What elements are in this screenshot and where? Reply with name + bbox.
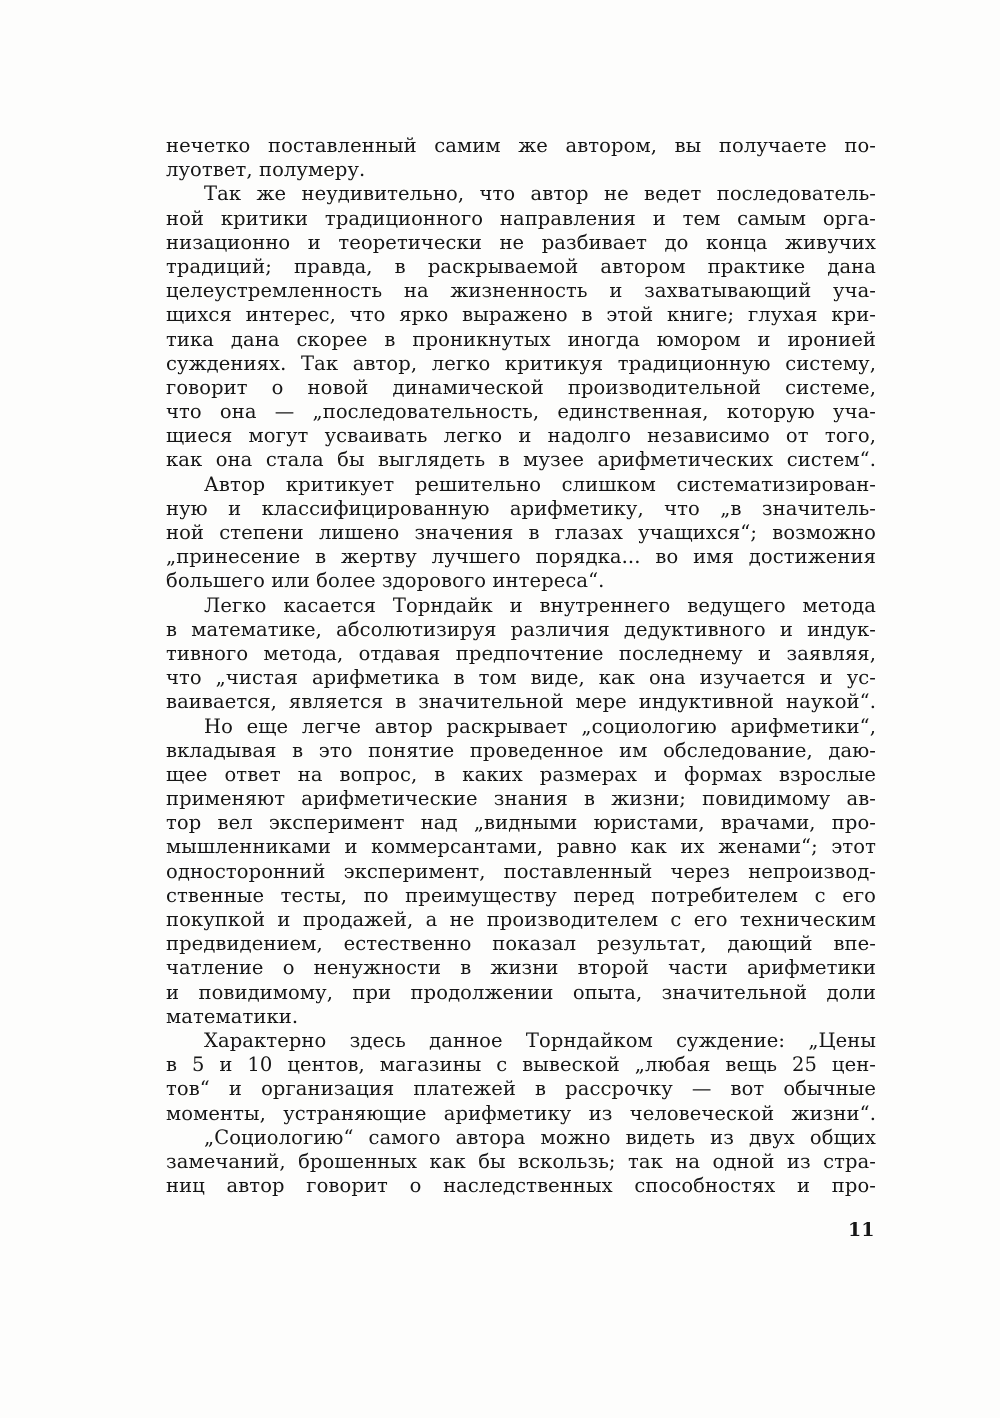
text-line: суждениях. Так автор, легко критикуя традиционную систему, xyxy=(166,351,876,375)
body-text xyxy=(166,134,876,1198)
text-line: математики. xyxy=(166,1004,299,1028)
text-line: что она — „последовательность, единственная, которую уча- xyxy=(166,400,876,424)
text-line: ваивается, является в значительной мере индуктивной наукой“. xyxy=(166,690,876,714)
text-line: низационно и теоретически не разбивает до конца живучих xyxy=(166,230,876,254)
text-line: мышленниками и коммерсантами, равно как их женами“; этот xyxy=(166,835,876,859)
text-line: ную и классифицированную арифметику, что „в значитель- xyxy=(166,496,876,520)
text-line: моменты, устраняющие арифметику из человеческой жизни“. xyxy=(166,1101,876,1125)
text-line: „принесение в жертву лучшего порядка... во имя достижения xyxy=(166,545,876,569)
text-line: в 5 и 10 центов, магазины с вывеской „любая вещь 25 цен- xyxy=(166,1053,876,1077)
text-line: ной степени лишено значения в глазах учащихся“; возможно xyxy=(166,521,876,544)
text-line: „Социологию“ самого автора можно видеть из двух общих xyxy=(204,1125,876,1149)
text-line: Легко касается Торндайк и внутреннего ведущего метода xyxy=(204,593,876,617)
text-line: Автор критикует решительно слишком систематизирован- xyxy=(204,472,876,496)
text-line: тивного метода, отдавая предпочтение последнему и заявляя, xyxy=(166,641,876,665)
text-line: нечетко поставленный самим же автором, вы получаете по- xyxy=(166,134,876,157)
text-line: применяют арифметические знания в жизни; повидимому ав- xyxy=(166,787,876,811)
text-line: ственные тесты, по преимуществу перед потребителем с его xyxy=(166,883,876,907)
text-line: Но еще легче автор раскрывает „социологию арифметики“, xyxy=(204,714,876,738)
text-line: традиций; правда, в раскрываемой автором практике дана xyxy=(166,254,876,278)
text-line: предвидением, естественно показал результат, дающий впе- xyxy=(166,932,876,956)
text-line: щиеся могут усваивать легко и надолго независимо от того, xyxy=(166,424,876,448)
text-line: Так же неудивительно, что автор не ведет последователь- xyxy=(204,182,876,206)
text-line: чатление о ненужности в жизни второй части арифметики xyxy=(166,956,876,980)
text-line: тор вел эксперимент над „видными юристами, врачами, про- xyxy=(166,811,876,835)
text-line: односторонний эксперимент, поставленный через непроизвод- xyxy=(166,859,876,883)
text-line: щее ответ на вопрос, в каких размерах и формах взрослые xyxy=(166,762,876,786)
text-line: щихся интерес, что ярко выражено в этой книге; глухая кри- xyxy=(166,303,876,327)
text-line: как она стала бы выглядеть в музее арифметических систем“. xyxy=(166,448,876,472)
page-number: 11 xyxy=(848,1219,875,1241)
text-line: ной критики традиционного направления и тем самым орга- xyxy=(166,206,876,230)
text-line: луответ, полумеру. xyxy=(166,158,366,182)
text-line: замечаний, брошенных как бы вскользь; так на одной из стра- xyxy=(166,1149,876,1173)
text-line: что „чистая арифметика в том виде, как она изучается и ус- xyxy=(166,666,876,690)
text-line: в математике, абсолютизируя различия дедуктивного и индук- xyxy=(166,617,876,641)
text-line: целеустремленность на жизненность и захватывающий уча- xyxy=(166,279,876,303)
text-line: говорит о новой динамической производительной системе, xyxy=(166,375,876,399)
text-line: и повидимому, при продолжении опыта, значительной доли xyxy=(166,980,876,1004)
text-line: Характерно здесь данное Торндайком суждение: „Цены xyxy=(204,1028,876,1052)
text-line: тов“ и организация платежей в рассрочку — вот обычные xyxy=(166,1077,876,1101)
text-line: вкладывая в это понятие проведенное им обследование, даю- xyxy=(166,738,876,762)
text-line: тика дана скорее в проникнутых иногда юмором и иронией xyxy=(166,327,876,351)
text-line: покупкой и продажей, а не производителем с его техническим xyxy=(166,908,876,931)
text-line: большего или более здорового интереса“. xyxy=(166,569,605,593)
text-line: ниц автор говорит о наследственных способностях и про- xyxy=(166,1174,876,1198)
